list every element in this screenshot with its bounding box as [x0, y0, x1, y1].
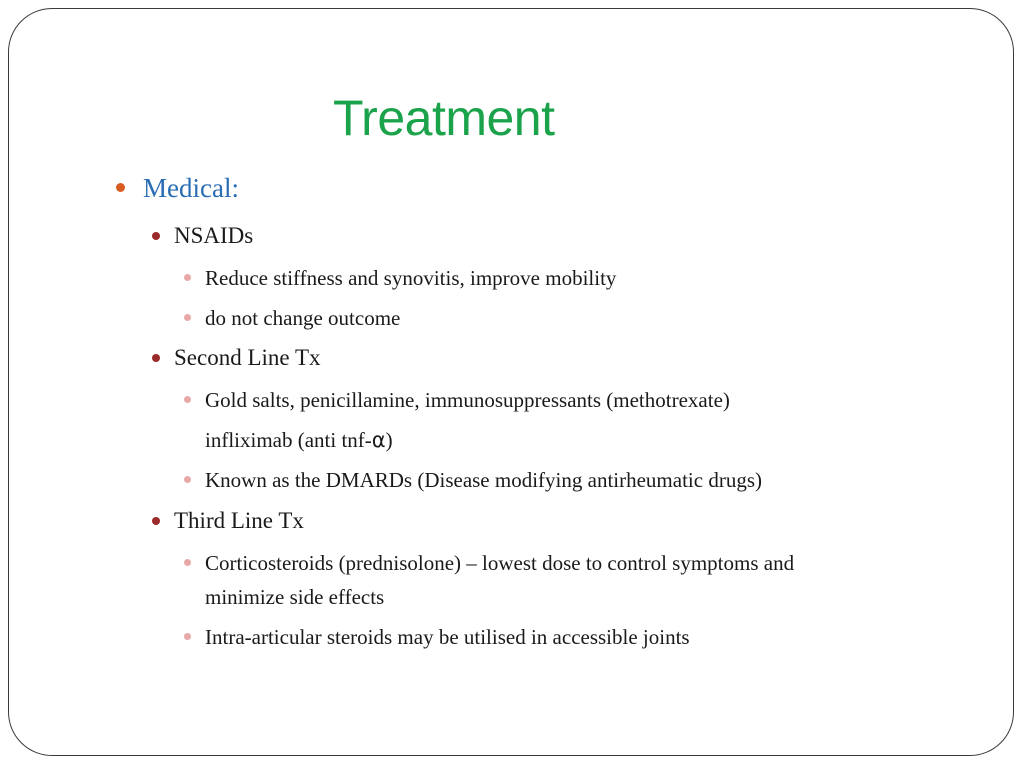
- group-heading-nsaids: NSAIDs: [174, 223, 254, 248]
- slide-title: Treatment: [333, 90, 555, 146]
- bullet-icon: [152, 232, 160, 240]
- bullet-icon: [184, 274, 191, 281]
- list-item-continuation: minimize side effects: [205, 585, 385, 609]
- bullet-icon: [184, 314, 191, 321]
- continuation-suffix: ): [385, 428, 393, 452]
- bullet-icon: [184, 476, 191, 483]
- list-item: Known as the DMARDs (Disease modifying antirheumatic drugs): [205, 468, 762, 492]
- section-label-medical: Medical:: [143, 173, 239, 203]
- bullet-icon: [184, 559, 191, 566]
- bullet-icon: [184, 633, 191, 640]
- continuation-prefix: infliximab (anti tnf-: [205, 428, 372, 452]
- list-item-continuation: [205, 427, 393, 453]
- bullet-icon: [152, 354, 160, 362]
- bullet-icon: [116, 183, 125, 192]
- list-item: Intra-articular steroids may be utilised in accessible joints: [205, 625, 690, 649]
- list-item: do not change outcome: [205, 306, 401, 330]
- bullet-icon: [152, 517, 160, 525]
- alpha-symbol: α: [371, 428, 386, 452]
- list-item: Gold salts, penicillamine, immunosuppressants (methotrexate): [205, 388, 730, 412]
- group-heading-second-line: Second Line Tx: [174, 345, 321, 370]
- list-item: Corticosteroids (prednisolone) – lowest dose to control symptoms and: [205, 551, 795, 575]
- bullet-icon: [184, 396, 191, 403]
- list-item: Reduce stiffness and synovitis, improve mobility: [205, 266, 617, 290]
- group-heading-third-line: Third Line Tx: [174, 508, 304, 533]
